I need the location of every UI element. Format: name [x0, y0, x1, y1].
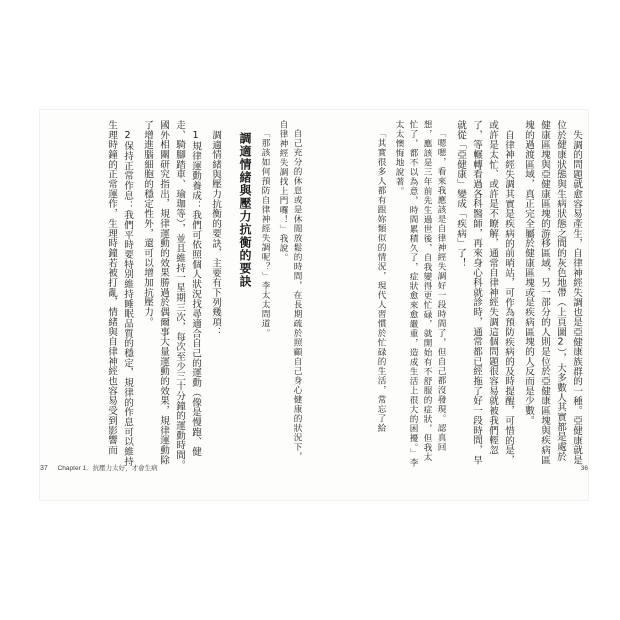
- left-page-footer: [40, 463, 158, 472]
- running-head: Chapter 1．抗壓力太好，才會生病: [57, 465, 158, 472]
- page-number: 37: [40, 465, 48, 472]
- page-number: 36: [580, 465, 588, 472]
- dialogue-paragraph: 自己充分的休息或是休閒放鬆的時間，在長期疏於照顧自己身心健康的狀況下，自律神經失調找上門囉！」我說。: [278, 120, 302, 462]
- dialogue-paragraph: 「其實很多人都有跟妳類似的情況，現代人習慣於忙碌的生活，常忘了給: [376, 128, 386, 433]
- body-paragraph: 2保持正常作息：我們平時要特別維持睡眠品質的穩定，規律的作息可以維持生理時鐘的正常運作，生理時鐘若被打亂，情緒與自律神經也容易受到影響而: [106, 120, 133, 466]
- left-page: [40, 110, 312, 480]
- right-page-text: [320, 120, 584, 470]
- book-spread: [40, 110, 588, 500]
- body-paragraph: 自律神經失調其實是疾病的前哨站，可作為預防疾病的及時提醒，可惜的是，或許是太忙、或許是不瞭解，通常自律神經失調這個問題很容易就被我們輕忽了，等輾轉看過各科醫師，再來身心科就診時，通常都已經拖了好一段時間，早就從「亞健康」變成「疾病」了！: [455, 120, 514, 465]
- dialogue-paragraph: 「嗯嗯，看來我應該是自律神經失調好一段時間了，但自己都沒發現。認真回想，應該是三年前先生過世後，自我變得更忙碌，就開始有不舒服的症狀，但我太忙了，都不以為意，時間累積久了，症狀愈來愈嚴重，造成生活上很大的困擾。」李太太懊悔地說著。: [394, 120, 446, 468]
- section-heading: 調適情緒與壓力抗衡的要訣: [238, 132, 252, 288]
- dialogue-paragraph: 「那該如何預防自律神經失調呢？」李太太問道。: [260, 128, 270, 338]
- right-page: [316, 110, 588, 480]
- body-paragraph: 調適情緒與壓力抗衡的要訣，主要有下列幾項：: [210, 129, 221, 337]
- right-page-footer: [581, 465, 588, 472]
- body-paragraph: 1規律運動養成：我們可依照個人狀況找尋適合自己的運動（像是慢跑、健走、騎腳踏車、瑜珈等），並且維持一星期三次，每次至少三十分鐘的運動時間。國外相關研究指出，規律運動的效果勝過於偶爾事大量運動的效果，規律運動除了增進腦細胞的穩定性外，還可以增加抗壓力。: [142, 120, 201, 470]
- left-page-text: [46, 120, 304, 470]
- body-paragraph: 失調的問題就愈容易產生，自律神經失調也是亞健康族群的一種。亞健康就是位於健康狀態與生病狀態之間的灰色地帶（上頁圖2），大多數人其實都是處於健康區塊與亞健康區塊的游移區域，另一部分的人則是位於亞健康區塊與疾病區塊的過渡區域，真正完全屬於健康區塊或是疾病區塊的人反而是少數。: [523, 120, 582, 465]
